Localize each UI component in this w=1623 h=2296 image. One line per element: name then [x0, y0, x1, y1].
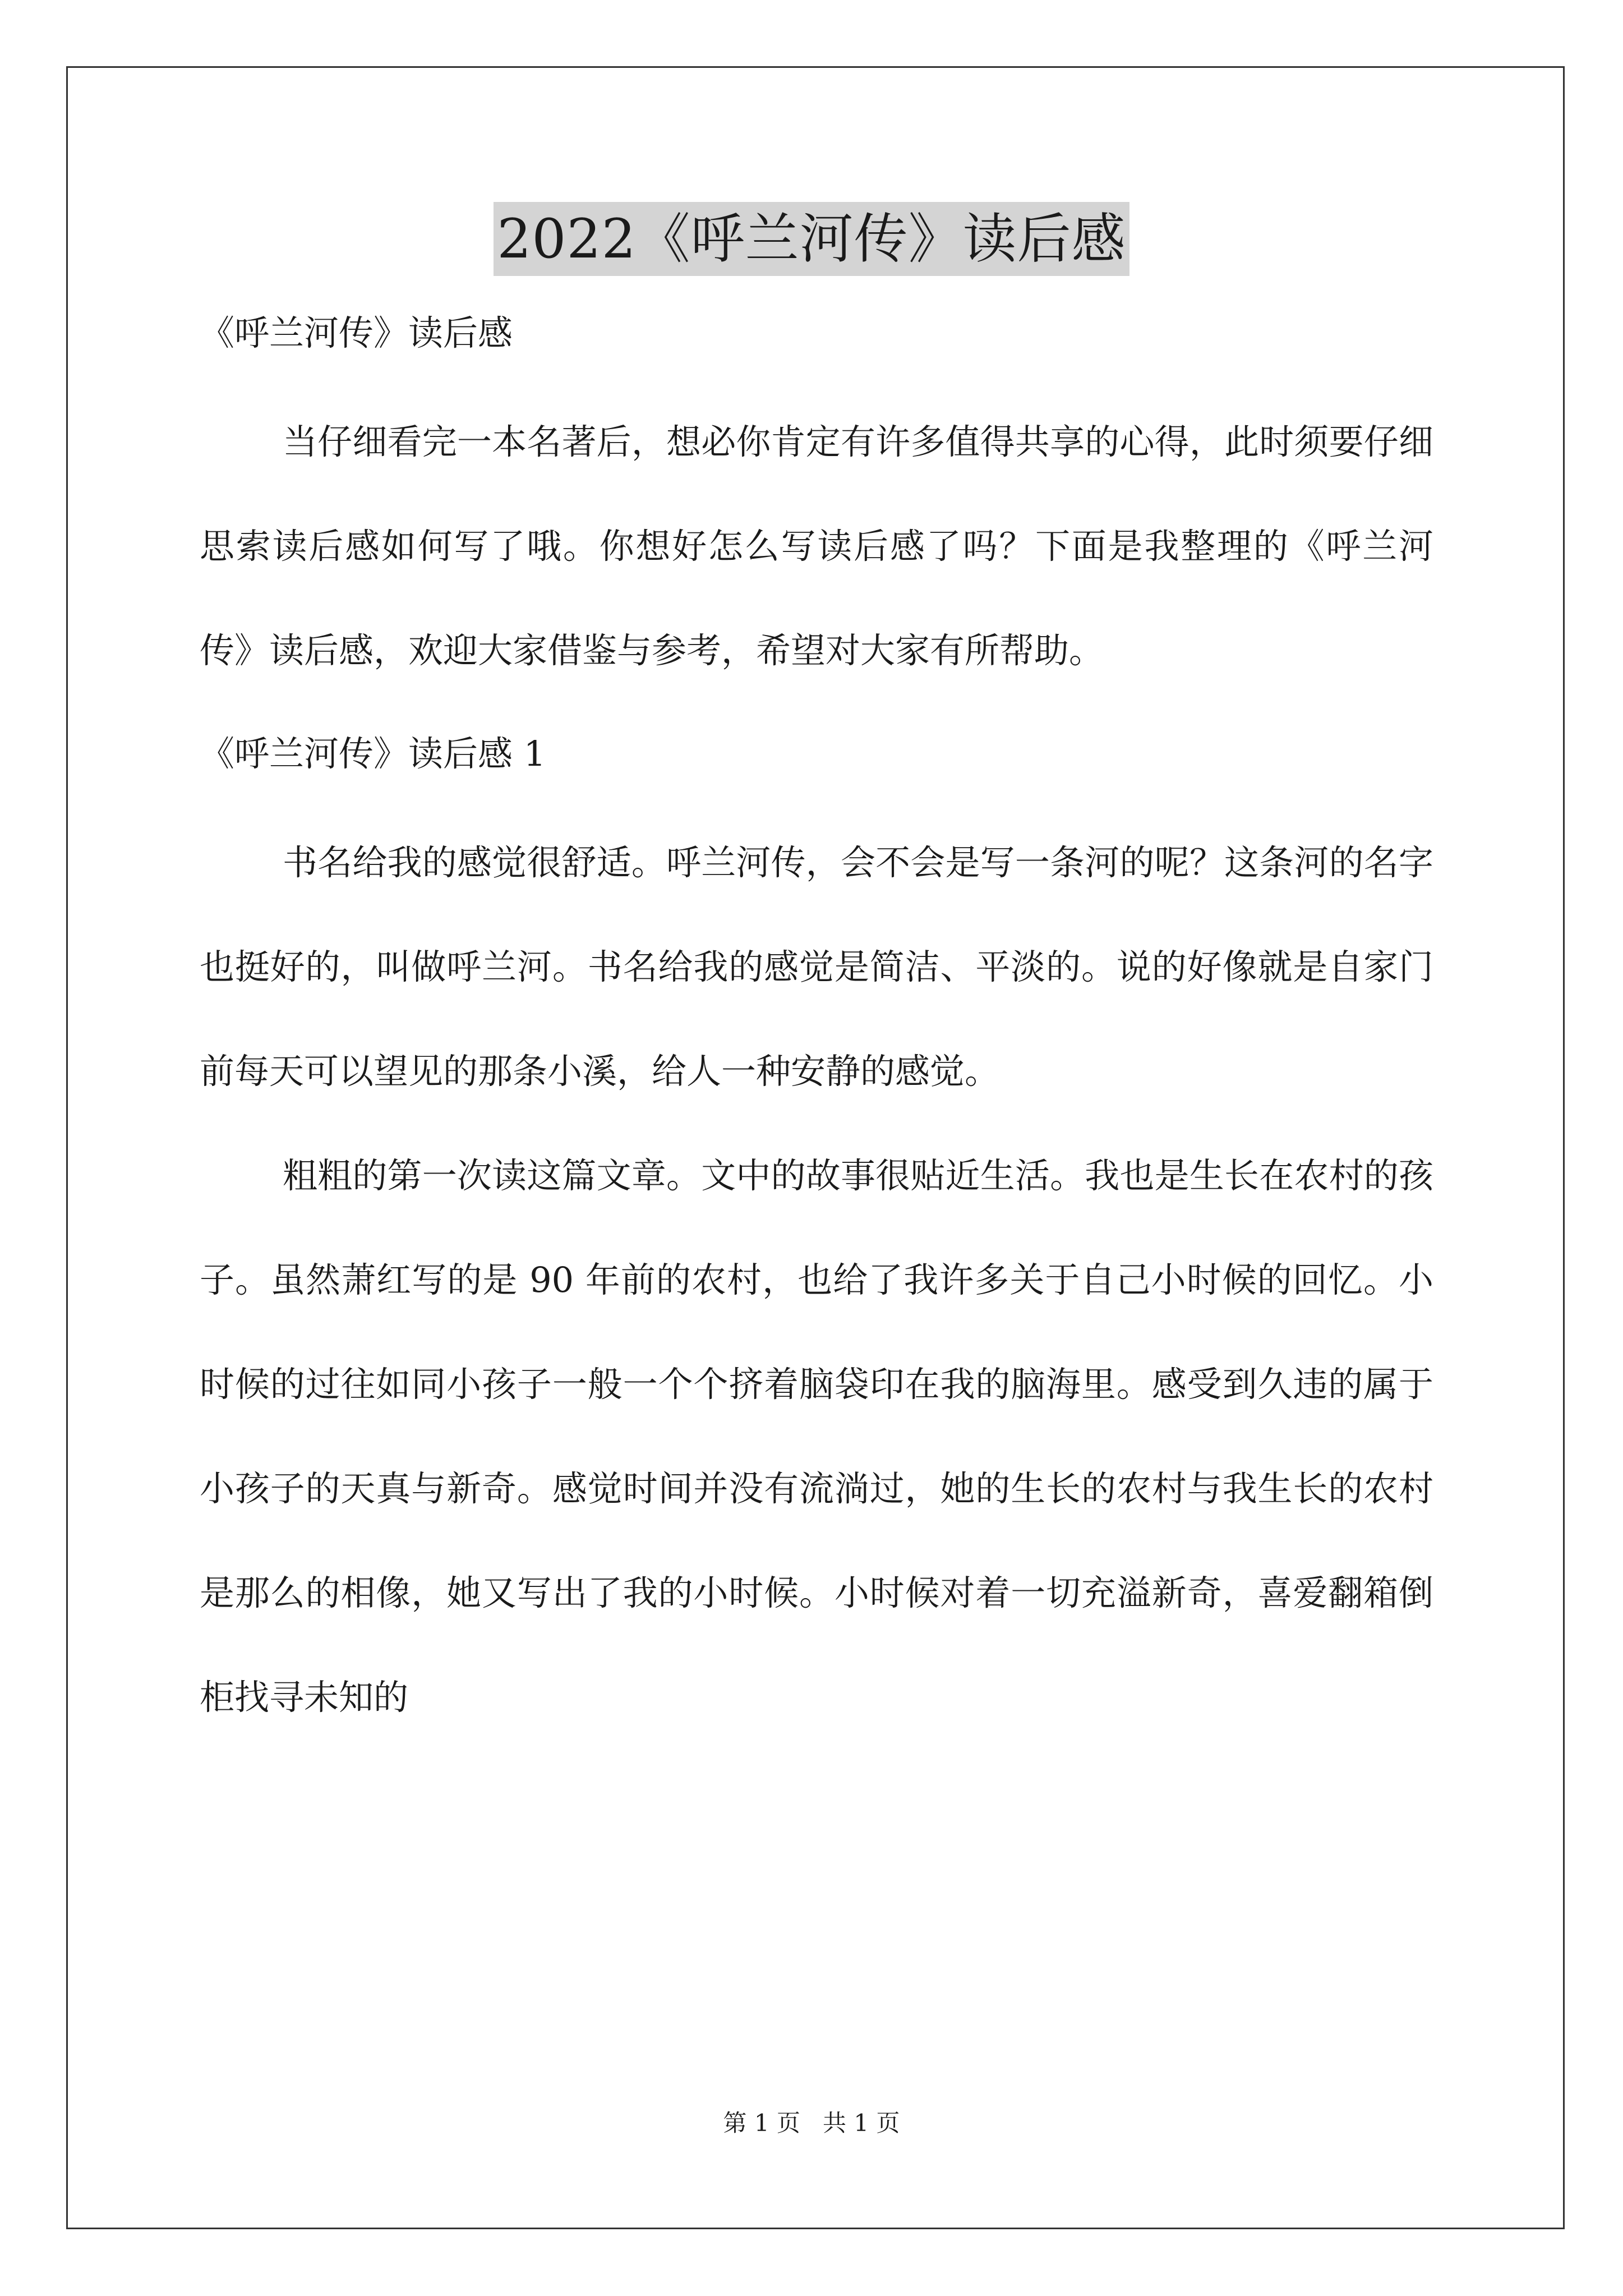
page-footer: 第 1 页 共 1 页 [723, 2109, 900, 2137]
title-container [0, 202, 1623, 276]
paragraph: 书名给我的感觉很舒适。呼兰河传，会不会是写一条河的呢？这条河的名字也挺好的，叫做呼兰河。书名给我的感觉是简洁、平淡的。说的好像就是自家门前每天可以望见的那条小溪，给人一种安静的感觉。 [200, 842, 1433, 1092]
document-body [200, 306, 1433, 1750]
section-heading: 《呼兰河传》读后感 [200, 312, 513, 353]
section-heading: 《呼兰河传》读后感 1 [200, 733, 546, 774]
document-title: 2022《呼兰河传》读后感 [494, 202, 1129, 276]
paragraph: 粗粗的第一次读这篇文章。文中的故事很贴近生活。我也是生长在农村的孩子。虽然萧红写的是 90 年前的农村，也给了我许多关于自己小时候的回忆。小时候的过往如同小孩子一般一个个挤着脑袋印在我的脑海里。感受到久违的属于小孩子的天真与新奇。感觉时间并没有流淌过，她的生长的农村与我生长的农村是那么的相像，她又写出了我的小时候。小时候对着一切充溢新奇，喜爱翻箱倒柜找寻未知的 [200, 1155, 1433, 1718]
paragraph: 当仔细看完一本名著后，想必你肯定有许多值得共享的心得，此时须要仔细思索读后感如何写了哦。你想好怎么写读后感了吗？下面是我整理的《呼兰河传》读后感，欢迎大家借鉴与参考，希望对大家有所帮助。 [200, 421, 1433, 671]
